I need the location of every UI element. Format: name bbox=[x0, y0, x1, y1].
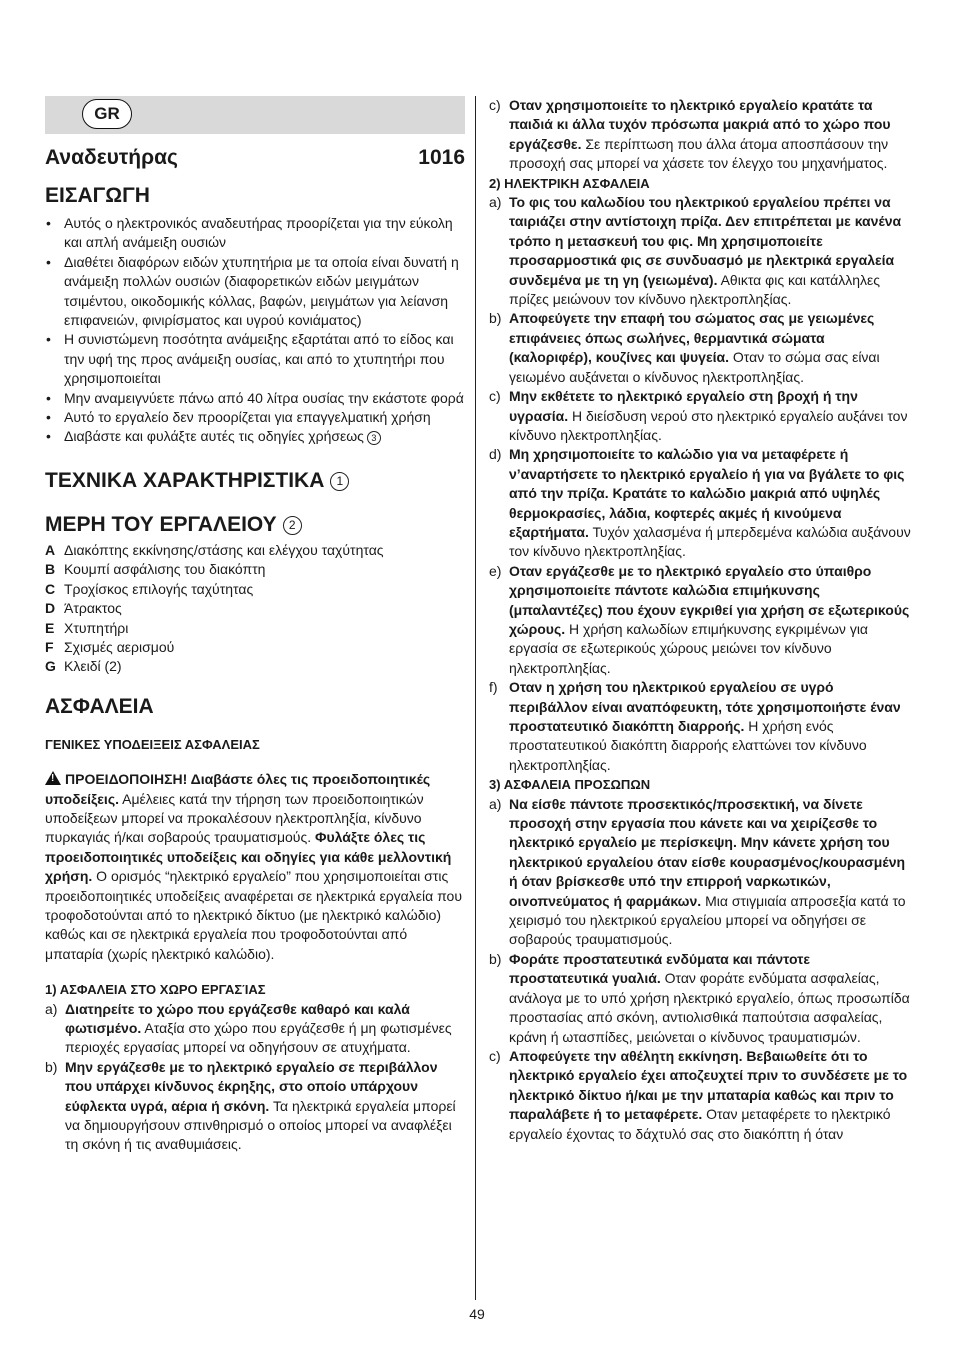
electrical-safety-heading: 2) ΗΛΕΚΤΡΙΚΗ ΑΣΦΑΛΕΙΑ bbox=[489, 175, 650, 191]
product-name: Αναδευτήρας bbox=[45, 146, 178, 169]
item-text: Οταν φοράτε ενδύματα ασφαλείας, ανάλογα με το υπό χρήση ηλεκτρικό εργαλείο, όπως προσωπίδα προστασίας από σκόνη, αντιολισθικά παπούτσια ασφαλείας, κράνη ή ωτασπίδες, μειώνεται ο κίνδυνος τραυματισμών. bbox=[509, 970, 910, 1045]
warning-icon bbox=[45, 771, 61, 785]
part-key: E bbox=[45, 619, 55, 636]
item-bold: Μην εργάζεσθε με το ηλεκτρικό εργαλείο σε περιβάλλον που υπάρχει κίνδυνος έκρηξης, στο οποίο υπάρχουν εύφλεκτα υγρά, αέρια ή σκόνη. bbox=[65, 1058, 438, 1114]
list-item bbox=[489, 96, 911, 174]
item-letter: b) bbox=[489, 310, 502, 327]
list-item: • Αυτός ο ηλεκτρονικός αναδευτήρας προορίζεται για την εύκολη και απλή ανάμειξη ουσιών bbox=[45, 214, 465, 253]
part-key: C bbox=[45, 580, 56, 597]
intro-list bbox=[45, 214, 465, 447]
item-text: Η χρήση ενός προστατευτικού διακόπτη διαρροής ελαττώνει τον κίνδυνο ηλεκτροπληξίας. bbox=[509, 718, 867, 773]
item-text: Τα ηλεκτρικά εργαλεία μπορεί να δημιουργήσουν σπινθηρισμό ο οποίος μπορεί να αναφλέξει τη σκόνη ή τις αναθυμιάσεις. bbox=[65, 1097, 456, 1153]
item-bold: Φοράτε προστατευτικά ενδύματα και πάντοτε προστατευτικά γυαλιά. bbox=[509, 950, 811, 987]
item-letter: c) bbox=[489, 388, 501, 405]
list-item bbox=[45, 657, 465, 676]
item-text: Οταν το σώμα σας είναι γειωμένο αυξάνεται ο κίνδυνος ηλεκτροπληξίας. bbox=[509, 349, 880, 385]
item-letter: c) bbox=[489, 97, 501, 113]
list-item: • Μην αναμειγνύετε πάνω από 40 λίτρα ουσίας την εκάστοτε φορά bbox=[45, 389, 465, 408]
parts-list bbox=[45, 541, 465, 677]
item-bold: Μη χρησιμοποιείτε το καλώδιο για να μεταφέρετε ή ν’αναρτήσετε το ηλεκτρικό εργαλείο ή για να βγάλετε το φις από την πρίζα. Κρατάτε το καλώδιο μακριά από υψηλές θερμοκρασίες, λάδια, κοφτερές ακμές ή κινούμενα εξαρτήματα. bbox=[509, 446, 905, 540]
warning-paragraph bbox=[45, 770, 465, 964]
parts-heading bbox=[45, 513, 465, 537]
item-letter: d) bbox=[489, 446, 502, 463]
item-bold: Αποφεύγετε την αθέλητη εκκίνηση. Βεβαιωθείτε ότι το ηλεκτρικό εργαλείο έχει αποζευχτεί πριν το συνδέσετε με το ηλεκτρικό δίκτυο ή/και με την μπαταρία καθώς και πριν το παραλάβετε ή το μεταφέρετε. bbox=[509, 1047, 908, 1123]
list-item bbox=[45, 427, 465, 446]
part-label: Χτυπητήρι bbox=[64, 619, 129, 636]
personal-safety-heading: 3) ΑΣΦΑΛΕΙΑ ΠΡΟΣΩΠΩΝ bbox=[489, 777, 651, 793]
list-item bbox=[489, 445, 911, 561]
item-letter: b) bbox=[45, 1058, 58, 1075]
language-bar bbox=[45, 96, 465, 134]
item-letter: b) bbox=[489, 950, 502, 967]
list-item bbox=[45, 599, 465, 618]
list-item: • Αυτό το εργαλείο δεν προορίζεται για επαγγελματική χρήση bbox=[45, 408, 465, 427]
item-letter: f) bbox=[489, 679, 498, 696]
part-label: Άτρακτος bbox=[64, 600, 122, 617]
part-key: D bbox=[45, 600, 56, 617]
item-text: Μια στιγμιαία απροσεξία κατά το χειρισμό του ηλεκτρικού εργαλείου μπορεί να οδηγήσει σε σοβαρούς τραυματισμούς. bbox=[509, 892, 906, 948]
item-letter: a) bbox=[489, 194, 502, 211]
part-key: B bbox=[45, 561, 56, 578]
list-item: • Διαθέτει διαφόρων ειδών χτυπητήρια με τα οποία είναι δυνατή η ανάμειξη πολλών ουσιών (διαφορετικών ειδών μειγμάτων τσιμέντου, οικοδομικής κόλλας, βαφών, μειγμάτων για λείανση επιφανειών, φινιρίσματος και υγρού κονιάματος) bbox=[45, 253, 465, 331]
warning-bold-2: Φυλάξτε όλες τις προειδοποιητικές υποδείξεις και οδηγίες για κάθε μελλοντική χρήση. bbox=[45, 829, 452, 885]
part-label: Κουμπί ασφάλισης του διακόπτη bbox=[64, 561, 266, 578]
item-letter: a) bbox=[489, 795, 502, 812]
warning-text-1: Αμέλειες κατά την τήρηση των προειδοποιητικών υποδείξεων μπορεί να προκαλέσουν ηλεκτροπληξία, κίνδυνο πυρκαγιάς ή/και σοβαρούς τραυματισμούς. bbox=[45, 790, 424, 846]
part-label: Σχισμές αερισμού bbox=[64, 638, 175, 655]
warning-bold-1: ΠΡΟΕΙΔΟΠΟΙΗΣΗ! Διαβάστε όλες τις προειδοποιητικές υποδείξεις. bbox=[45, 771, 431, 807]
item-bold: Διατηρείτε το χώρο που εργάζεσθε καθαρό και καλά φωτισμένο. bbox=[65, 1000, 410, 1036]
figure-ref: 2 bbox=[283, 516, 302, 535]
item-text: Οταν μεταφέρετε το ηλεκτρικό εργαλείο έχοντας το δάχτυλό σας στο διακόπτη ή όταν bbox=[509, 1106, 891, 1142]
list-item bbox=[45, 638, 465, 657]
workplace-safety-list bbox=[45, 1000, 465, 1155]
item-letter: a) bbox=[45, 1000, 58, 1017]
item-text: Η διείσδυση νερού στο ηλεκτρικό εργαλείο αυξάνει τον κίνδυνο ηλεκτροπληξίας. bbox=[509, 407, 908, 443]
warning-text-2: Ο ορισμός “ηλεκτρικό εργαλείο” που χρησιμοποιείται στις προειδοποιητικές υποδείξεις αναφέρεται σε ηλεκτρικά εργαλεία που τροφοδοτούνται από το ηλεκτρικό δίκτυο (με ηλεκτρικό καλώδιο) καθώς και σε ηλεκτρικά εργαλεία που τροφοδοτούνται από μπαταρία (χωρίς ηλεκτρικό καλώδιο). bbox=[45, 868, 462, 962]
item-bold: Να είσθε πάντοτε προσεκτικός/προσεκτική, να δίνετε προσοχή στην εργασία που κάνετε και να χειρίζεσθε το ηλεκτρικό εργαλείο με περίσκεψη. Μην κάνετε χρήση του ηλεκτρικού εργαλείου όταν είσθε κουρασμένος/κουρασμένη ή όταν βρίσκεσθε υπό την επιρροή ναρκωτικών, οινοπνεύματος ή φαρμάκων. bbox=[509, 795, 906, 909]
title-row bbox=[45, 146, 465, 170]
item-text: Τυχόν χαλασμένα ή μπερδεμένα καλώδια αυξάνουν τον κίνδυνο ηλεκτροπληξίας. bbox=[509, 523, 911, 560]
figure-ref: 1 bbox=[330, 472, 349, 491]
language-badge: GR bbox=[82, 99, 132, 129]
item-text: Αθικτα φις και κατάλληλες πρίζες μειώνουν τον κίνδυνο ηλεκτροπληξίας. bbox=[509, 271, 881, 308]
part-label: Διακόπτης εκκίνησης/στάσης και ελέγχου ταχύτητας bbox=[64, 541, 384, 558]
list-item bbox=[45, 560, 465, 579]
parts-heading-text: ΜΕΡΗ ΤΟΥ ΕΡΓΑΛΕΙΟΥ bbox=[45, 512, 277, 536]
list-item bbox=[45, 1000, 465, 1058]
list-item bbox=[489, 678, 911, 775]
part-key: F bbox=[45, 638, 54, 655]
page-number: 49 bbox=[469, 1306, 485, 1322]
list-item bbox=[489, 1047, 911, 1144]
item-bold: Οταν εργάζεσθε με το ηλεκτρικό εργαλείο στο ύπαιθρο χρησιμοποιείτε πάντοτε καλώδια επιμήκυνσης (μπαλαντέζες) που έχουν εγκριθεί για χρήση σε εξωτερικούς χώρους. bbox=[509, 562, 910, 637]
list-item bbox=[45, 580, 465, 599]
tech-heading-text: ΤΕΧΝΙΚΑ ΧΑΡΑΚΤΗΡΙΣΤΙΚΑ bbox=[45, 468, 325, 492]
list-item bbox=[45, 619, 465, 638]
general-safety-heading: ΓΕΝΙΚΕΣ ΥΠΟΔΕΙΞΕΙΣ ΑΣΦΑΛΕΙΑΣ bbox=[45, 736, 260, 752]
model-number: 1016 bbox=[418, 146, 465, 169]
figure-ref: 3 bbox=[367, 431, 381, 445]
item-text: Σε περίπτωση που άλλα άτομα αποσπάσουν την προσοχή σας μπορεί να χάσετε τον έλεγχο του μηχανήματος. bbox=[509, 135, 889, 172]
item-letter: e) bbox=[489, 562, 502, 579]
list-item bbox=[489, 309, 911, 387]
tech-heading bbox=[45, 469, 465, 493]
item-bold: Το φις του καλωδίου του ηλεκτρικού εργαλείου πρέπει να ταιριάζει στην αντίστοιχη πρίζα. Δεν επιτρέπεται με κανένα τρόπο η μετασκευή του φις. Μη χρησιμοποιείτε προσαρμοστικά φις σε συνδυασμό με ηλεκτρικά εργαλεία συνδεμένα με τη γη (γειωμένα). bbox=[509, 194, 902, 288]
part-key: A bbox=[45, 541, 56, 558]
item-bold: Οταν η χρήση του ηλεκτρικού εργαλείου σε υγρό περιβάλλον είναι αναπόφευκτη, τότε χρησιμοποιήστε έναν προστατευτικό διακόπτη διαρροής. bbox=[509, 679, 901, 734]
item-bold: Οταν χρησιμοποιείτε το ηλεκτρικό εργαλείο κρατάτε τα παιδιά κι άλλα τυχόν πρόσωπα μακριά από το χώρο που εργάζεσθε. bbox=[509, 97, 891, 152]
list-item bbox=[489, 950, 911, 1047]
list-item bbox=[489, 795, 911, 950]
item-letter: c) bbox=[489, 1047, 501, 1064]
item-bold: Μην εκθέτετε το ηλεκτρικό εργαλείο στη βροχή ή την υγρασία. bbox=[509, 388, 858, 424]
safety-heading: ΑΣΦΑΛΕΙΑ bbox=[45, 694, 154, 718]
list-item: • Η συνιστώμενη ποσότητα ανάμειξης εξαρτάται από το είδος και την υφή της προς ανάμειξη ουσίας, και από το χτυπητήρι που χρησιμοποιείται bbox=[45, 330, 465, 388]
column-divider bbox=[475, 96, 476, 1300]
list-item bbox=[45, 1058, 465, 1155]
left-column bbox=[45, 96, 465, 1155]
item-text: Αταξία στο χώρο που εργάζεσθε ή μη φωτισμένες περιοχές εργασίας μπορεί να οδηγήσουν σε ατυχήματα. bbox=[65, 1020, 452, 1056]
item-bold: Αποφεύγετε την επαφή του σώματος σας με γειωμένες επιφάνειες όπως σωλήνες, θερμαντικά σώματα (καλοριφέρ), κουζίνες και ψυγεία. bbox=[509, 310, 875, 366]
right-column bbox=[489, 96, 911, 1144]
list-item bbox=[489, 562, 911, 678]
list-item bbox=[45, 541, 465, 560]
part-label: Κλειδί (2) bbox=[64, 658, 122, 675]
intro-heading: ΕΙΣΑΓΩΓΗ bbox=[45, 184, 150, 207]
part-label: Τροχίσκος επιλογής ταχύτητας bbox=[64, 580, 254, 597]
list-item-text: Διαβάστε και φυλάξτε αυτές τις οδηγίες χρήσεως bbox=[64, 428, 364, 445]
workplace-safety-heading: 1) ΑΣΦΑΛΕΙΑ ΣΤΟ ΧΩΡΟ ΕΡΓΑΣΊΑΣ bbox=[45, 982, 266, 998]
item-text: Η χρήση καλωδίων επιμήκυνσης εγκριμένων για εργασία σε εξωτερικούς χώρους μειώνει τον κίνδυνο ηλεκτροπληξίας. bbox=[509, 620, 869, 676]
list-item bbox=[489, 193, 911, 309]
list-item bbox=[489, 387, 911, 445]
part-key: G bbox=[45, 658, 56, 675]
